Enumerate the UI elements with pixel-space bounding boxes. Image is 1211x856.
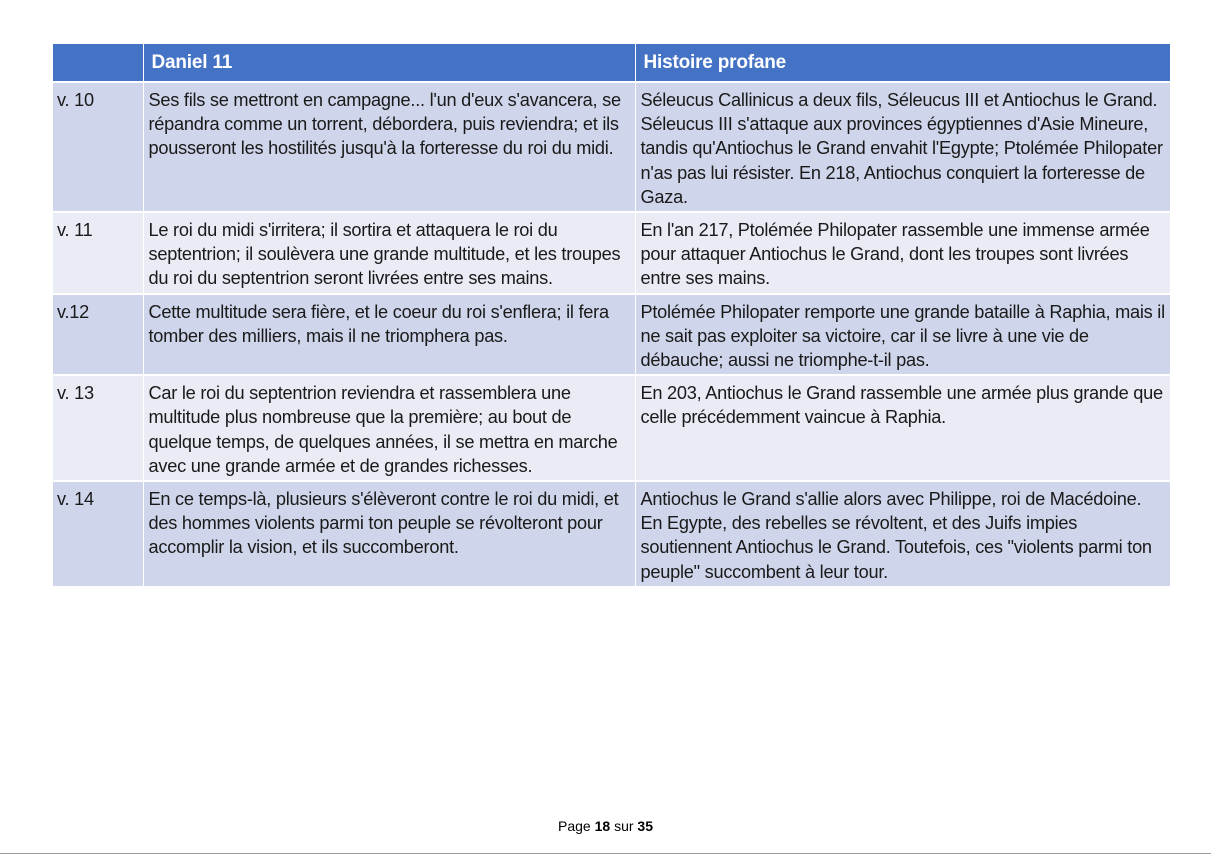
table-row xyxy=(53,82,1170,212)
page-separator: sur xyxy=(614,818,634,834)
histoire-cell: Ptolémée Philopater remporte une grande bataille à Raphia, mais il ne sait pas exploiter sa victoire, car il se livre à une vie de débauche; aussi ne triomphe-t-il pas. xyxy=(635,294,1170,376)
header-daniel: Daniel 11 xyxy=(143,44,635,82)
verse-cell: v.12 xyxy=(53,294,143,376)
daniel-cell: Ses fils se mettront en campagne... l'un d'eux s'avancera, se répandra comme un torrent, débordera, puis reviendra; et ils pousseront les hostilités jusqu'à la forteresse du roi du midi. xyxy=(143,82,635,212)
header-verse xyxy=(53,44,143,82)
table-row xyxy=(53,481,1170,587)
histoire-cell: Antiochus le Grand s'allie alors avec Philippe, roi de Macédoine. En Egypte, des rebelles se révoltent, et des Juifs impies soutiennent Antiochus le Grand. Toutefois, ces "violents parmi ton peuple" succombent à leur tour. xyxy=(635,481,1170,587)
page-footer xyxy=(0,818,1211,834)
daniel-cell: Car le roi du septentrion reviendra et rassemblera une multitude plus nombreuse que la première; au bout de quelque temps, de quelques années, il se mettra en marche avec une grande armée et de grandes richesses. xyxy=(143,375,635,481)
histoire-cell: En 203, Antiochus le Grand rassemble une armée plus grande que celle précédemment vaincue à Raphia. xyxy=(635,375,1170,481)
daniel-cell: En ce temps-là, plusieurs s'élèveront contre le roi du midi, et des hommes violents parmi ton peuple se révolteront pour accomplir la vision, et ils succomberont. xyxy=(143,481,635,587)
verse-cell: v. 13 xyxy=(53,375,143,481)
table-row xyxy=(53,375,1170,481)
verse-cell: v. 10 xyxy=(53,82,143,212)
verse-cell: v. 14 xyxy=(53,481,143,587)
verse-cell: v. 11 xyxy=(53,212,143,294)
bottom-divider xyxy=(0,853,1211,854)
table-row xyxy=(53,212,1170,294)
header-histoire: Histoire profane xyxy=(635,44,1170,82)
table-header-row xyxy=(53,44,1170,82)
page-label: Page xyxy=(558,818,591,834)
total-pages: 35 xyxy=(637,818,653,834)
daniel-cell: Cette multitude sera fière, et le coeur du roi s'enflera; il fera tomber des milliers, mais il ne triomphera pas. xyxy=(143,294,635,376)
table-row xyxy=(53,294,1170,376)
histoire-cell: Séleucus Callinicus a deux fils, Séleucus III et Antiochus le Grand. Séleucus III s'attaque aux provinces égyptiennes d'Asie Mineure, tandis qu'Antiochus le Grand envahit l'Egypte; Ptolémée Philopater n'as pas lui résister. En 218, Antiochus conquiert la forteresse de Gaza. xyxy=(635,82,1170,212)
daniel-cell: Le roi du midi s'irritera; il sortira et attaquera le roi du septentrion; il soulèvera une grande multitude, et les troupes du roi du septentrion seront livrées entre ses mains. xyxy=(143,212,635,294)
comparison-table xyxy=(53,44,1170,588)
histoire-cell: En l'an 217, Ptolémée Philopater rassemble une immense armée pour attaquer Antiochus le Grand, dont les troupes sont livrées entre ses mains. xyxy=(635,212,1170,294)
page-number: 18 xyxy=(594,818,611,834)
